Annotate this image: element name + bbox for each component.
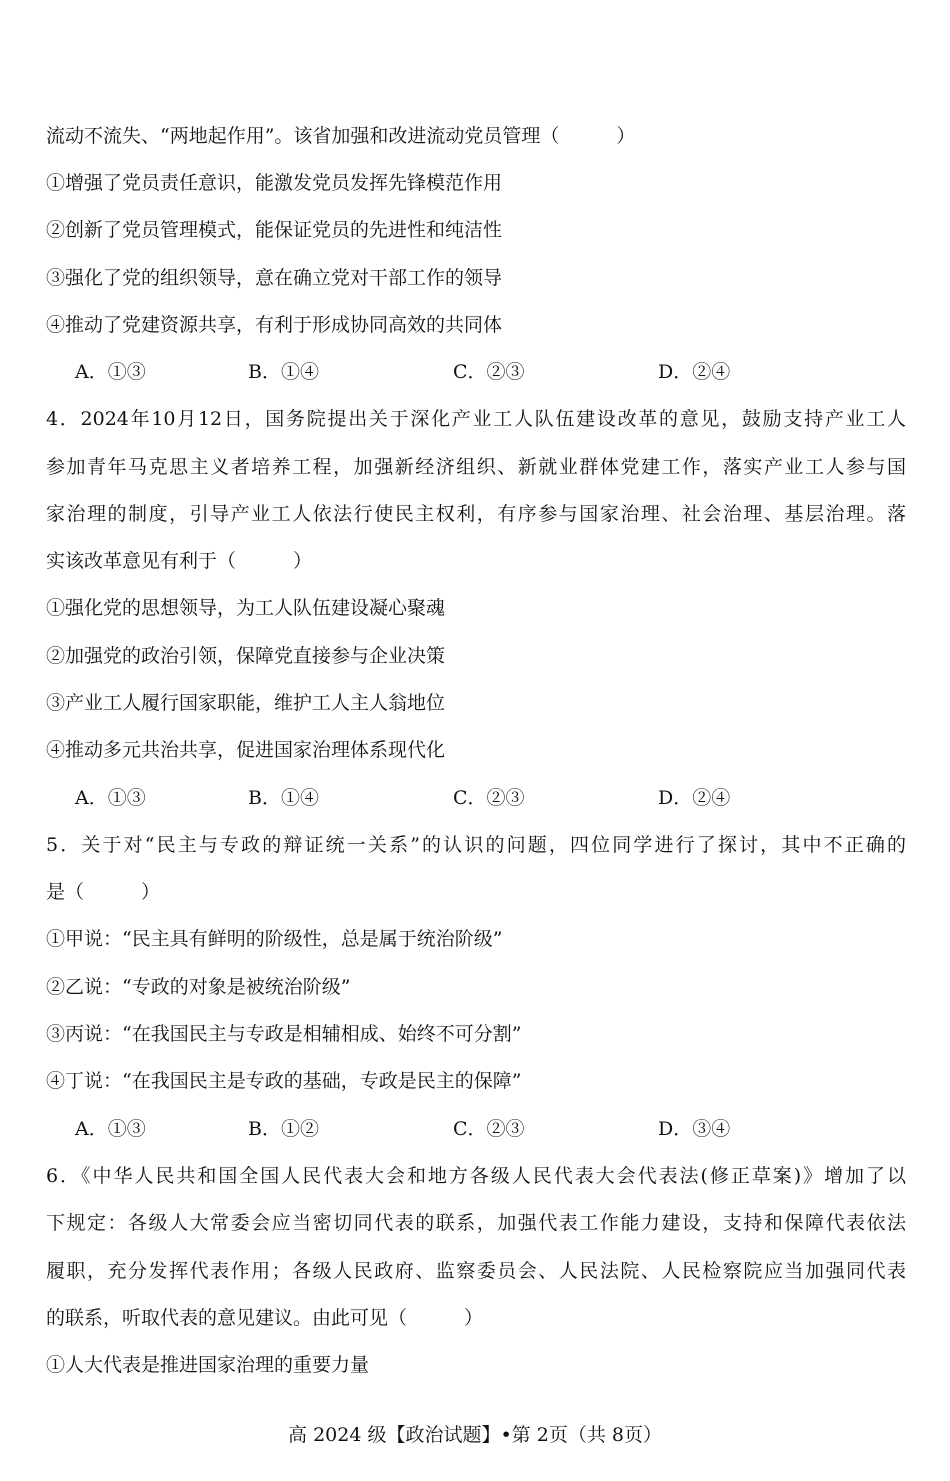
q5-stem-line-1: 5．关于对“民主与专政的辩证统一关系”的认识的问题，四位同学进行了探讨，其中不正确的 bbox=[46, 834, 906, 856]
q3-statement-3: ③强化了党的组织领导，意在确立党对干部工作的领导 bbox=[46, 267, 503, 289]
q5-option-b[interactable]: B．①② bbox=[248, 1118, 319, 1140]
q4-statement-1: ①强化党的思想领导，为工人队伍建设凝心聚魂 bbox=[46, 597, 446, 619]
q6-stem-line-2: 下规定：各级人大常委会应当密切同代表的联系，加强代表工作能力建设，支持和保障代表依法 bbox=[46, 1212, 906, 1234]
q5-statement-1: ①甲说：“民主具有鲜明的阶级性，总是属于统治阶级” bbox=[46, 928, 503, 950]
q4-statement-4: ④推动多元共治共享，促进国家治理体系现代化 bbox=[46, 739, 446, 761]
q4-stem-line-1: 4．2024年10月12日，国务院提出关于深化产业工人队伍建设改革的意见，鼓励支持产业工人 bbox=[46, 408, 906, 430]
q3-option-d[interactable]: D．②④ bbox=[658, 361, 731, 383]
q4-stem-line-4: 实该改革意见有利于（ ） bbox=[46, 550, 313, 572]
q5-option-a[interactable]: A．①③ bbox=[75, 1118, 146, 1140]
q4-statement-2: ②加强党的政治引领，保障党直接参与企业决策 bbox=[46, 645, 446, 667]
q3-option-c[interactable]: C．②③ bbox=[453, 361, 525, 383]
q4-option-a[interactable]: A．①③ bbox=[75, 787, 146, 809]
q3-statement-4: ④推动了党建资源共享，有利于形成协同高效的共同体 bbox=[46, 314, 503, 336]
q3-option-a[interactable]: A．①③ bbox=[75, 361, 146, 383]
q4-stem-line-2: 参加青年马克思主义者培养工程，加强新经济组织、新就业群体党建工作，落实产业工人参与国 bbox=[46, 456, 906, 478]
q5-statement-4: ④丁说：“在我国民主是专政的基础，专政是民主的保障” bbox=[46, 1070, 522, 1092]
q5-statement-3: ③丙说：“在我国民主与专政是相辅相成、始终不可分割” bbox=[46, 1023, 522, 1045]
q4-option-b[interactable]: B．①④ bbox=[248, 787, 319, 809]
q4-statement-3: ③产业工人履行国家职能，维护工人主人翁地位 bbox=[46, 692, 446, 714]
q4-option-c[interactable]: C．②③ bbox=[453, 787, 525, 809]
q3-statement-1: ①增强了党员责任意识，能激发党员发挥先锋模范作用 bbox=[46, 172, 503, 194]
q6-stem-line-3: 履职，充分发挥代表作用；各级人民政府、监察委员会、人民法院、人民检察院应当加强同代表 bbox=[46, 1260, 906, 1282]
q3-option-b[interactable]: B．①④ bbox=[248, 361, 319, 383]
q4-stem-line-3: 家治理的制度，引导产业工人依法行使民主权利，有序参与国家治理、社会治理、基层治理。落 bbox=[46, 503, 906, 525]
q6-statement-1: ①人大代表是推进国家治理的重要力量 bbox=[46, 1354, 370, 1376]
q3-stem-tail: 流动不流失、“两地起作用”。该省加强和改进流动党员管理（ ） bbox=[46, 125, 636, 147]
q4-option-d[interactable]: D．②④ bbox=[658, 787, 731, 809]
q5-stem-line-2: 是（ ） bbox=[46, 881, 161, 903]
q6-stem-line-1: 6．《中华人民共和国全国人民代表大会和地方各级人民代表大会代表法(修正草案)》增加了以 bbox=[46, 1165, 906, 1187]
q5-option-c[interactable]: C．②③ bbox=[453, 1118, 525, 1140]
q5-option-d[interactable]: D．③④ bbox=[658, 1118, 731, 1140]
q3-statement-2: ②创新了党员管理模式，能保证党员的先进性和纯洁性 bbox=[46, 219, 503, 241]
q6-stem-line-4: 的联系，听取代表的意见建议。由此可见（ ） bbox=[46, 1307, 484, 1329]
q5-statement-2: ②乙说：“专政的对象是被统治阶级” bbox=[46, 976, 351, 998]
page-footer: 高 2024 级【政治试题】•第 2页（共 8页） bbox=[288, 1424, 662, 1446]
